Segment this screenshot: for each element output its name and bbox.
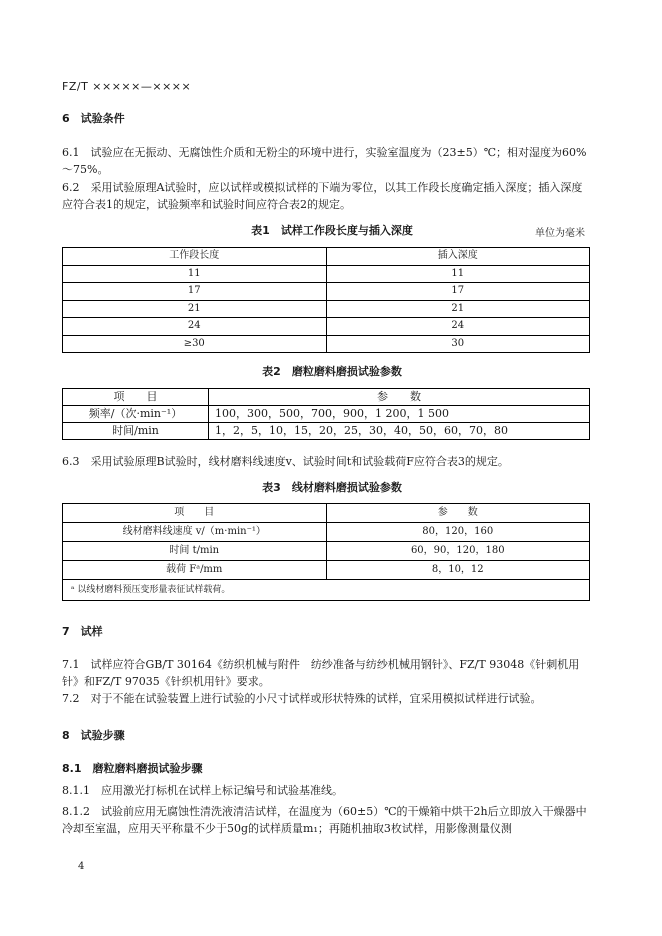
paragraph-8-1-2: 8.1.2 试验前应用无腐蚀性清洗液清洁试样，在温度为（60±5）℃的干燥箱中烘干2h后立即放入干燥器中冷却至室温，应用天平称量不少于50g的试样质量m₁；再随机抽取3枚试样，用影像测量仪测	[62, 805, 587, 835]
table-2	[62, 388, 590, 440]
table-row	[63, 542, 590, 561]
table-cell: 60，90，120，180	[326, 542, 590, 561]
paragraph-7-1: 7.1 试样应符合GB/T 30164《纺织机械与附件 纺纱准备与纺纱机械用钢针》、FZ/T 93048《针刺机用针》和FZ/T 97035《针织机用针》要求。	[62, 658, 580, 688]
table-2-caption: 表2 磨粒磨料磨损试验参数	[262, 365, 402, 378]
table-cell: ≥30	[63, 335, 327, 353]
table-cell: 24	[63, 318, 327, 336]
table-3-caption: 表3 线材磨料磨损试验参数	[262, 481, 402, 494]
table-row	[63, 561, 590, 580]
table-header-cell: 项 目	[63, 389, 209, 406]
section-7-title: 7 试样	[62, 625, 103, 638]
table-cell: 频率/（次·min⁻¹）	[63, 406, 209, 423]
table-row	[63, 423, 590, 440]
table-cell: 24	[326, 318, 590, 336]
table-row	[63, 318, 590, 336]
table-cell: 8，10，12	[326, 561, 590, 580]
table-cell: 30	[326, 335, 590, 353]
table-footnote: ᵃ 以线材磨料预压变形量表征试样载荷。	[63, 580, 590, 601]
table-1	[62, 247, 590, 353]
table-cell: 时间/min	[63, 423, 209, 440]
table-row	[63, 300, 590, 318]
paragraph-6-1: 6.1 试验应在无振动、无腐蚀性介质和无粉尘的环境中进行，实验室温度为（23±5）℃；相对湿度为60%～75%。	[62, 146, 587, 176]
table-cell: 时间 t/min	[63, 542, 327, 561]
table-row	[63, 283, 590, 301]
table-header-row	[63, 504, 590, 523]
paragraph-6-2: 6.2 采用试验原理A试验时，应以试样或模拟试样的下端为零位，以其工作段长度确定插入深度；插入深度应符合表1的规定，试验频率和试验时间应符合表2的规定。	[62, 181, 583, 211]
table-header-row	[63, 389, 590, 406]
table-header-row	[63, 248, 590, 266]
table-cell: 载荷 Fᵃ/mm	[63, 561, 327, 580]
page-number: 4	[78, 861, 85, 872]
table-header-cell: 插入深度	[326, 248, 590, 266]
table-row	[63, 523, 590, 542]
table-header-cell: 工作段长度	[63, 248, 327, 266]
subsection-8-1-title: 8.1 磨粒磨料磨损试验步骤	[62, 762, 203, 775]
table-cell: 100，300，500，700，900，1 200，1 500	[209, 406, 590, 423]
table-cell: 11	[326, 265, 590, 283]
table-row	[63, 265, 590, 283]
section-8-title: 8 试验步骤	[62, 729, 125, 742]
paragraph-7-2: 7.2 对于不能在试验装置上进行试验的小尺寸试样或形状特殊的试样，宜采用模拟试样进行试验。	[62, 692, 542, 705]
table-header-cell: 参 数	[209, 389, 590, 406]
table-cell: 11	[63, 265, 327, 283]
table-1-caption: 表1 试样工作段长度与插入深度	[251, 224, 413, 237]
paragraph-8-1-1: 8.1.1 应用激光打标机在试样上标记编号和试验基准线。	[62, 784, 343, 797]
table-row	[63, 406, 590, 423]
table-cell: 17	[326, 283, 590, 301]
table-cell: 80，120，160	[326, 523, 590, 542]
table-header-cell: 项 目	[63, 504, 327, 523]
section-6-title: 6 试验条件	[62, 112, 125, 125]
table-cell: 21	[63, 300, 327, 318]
table-cell: 1，2，5，10，15，20，25，30，40，50，60，70，80	[209, 423, 590, 440]
table-cell: 21	[326, 300, 590, 318]
table-cell: 线材磨料线速度 v/（m·min⁻¹）	[63, 523, 327, 542]
table-note-row	[63, 580, 590, 601]
table-cell: 17	[63, 283, 327, 301]
standard-code-header: FZ/T ×××××—××××	[62, 80, 192, 93]
table-1-unit: 单位为毫米	[535, 228, 585, 239]
table-3	[62, 503, 590, 601]
table-header-cell: 参 数	[326, 504, 590, 523]
table-row	[63, 335, 590, 353]
paragraph-6-3: 6.3 采用试验原理B试验时，线材磨料线速度v、试验时间t和试验载荷F应符合表3的规定。	[62, 455, 509, 468]
